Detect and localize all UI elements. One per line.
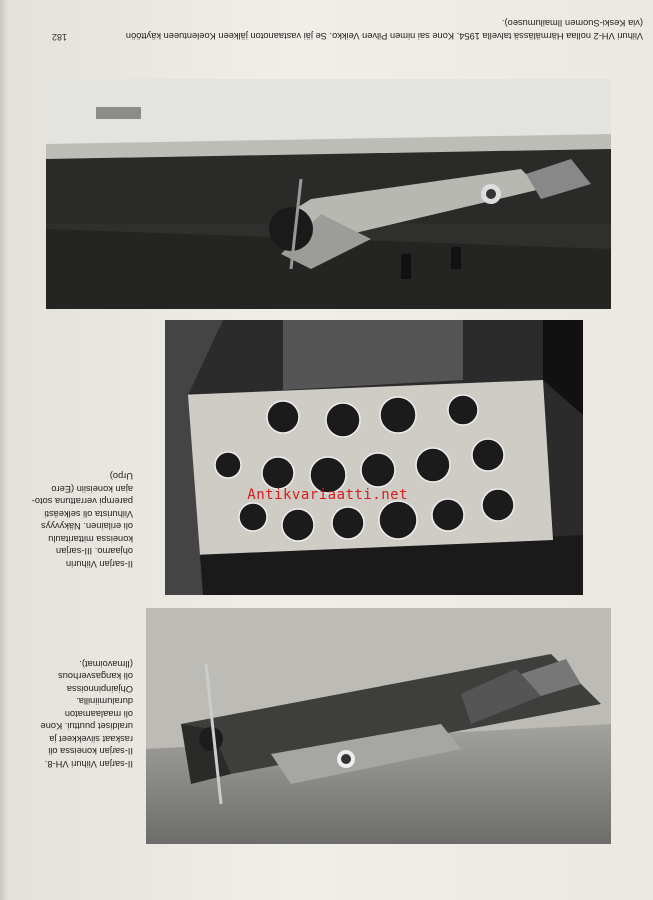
photo-cockpit-instrument-panel <box>165 320 583 595</box>
caption-top-photo: Viihuri VH-2 nollaa Härmälässä talvella 1954. Kone sai nimen Pilven Veikko. Se jäi vastaanoton jälkeen Koelentueen käyttöön (via Keski-Suomen Ilmailumuseo). <box>125 18 643 41</box>
page-number: 182 <box>51 32 67 42</box>
photo-aircraft-in-flight-overhead <box>146 608 611 844</box>
caption-bottom-photo: II-sarjan Viihuri VH-8. II-sarjan koneissa oli raskaat siivekkeet ja uraldiset puuttui. Kone oli maalaamaton duralumiinilla. Ohjainpinnoissa oli kangasverhous (Ilmavoimat). <box>40 659 133 769</box>
watermark-text: Antikvariaatti.net <box>247 487 408 503</box>
caption-middle-photo: II-sarjan Viihurin ohjaamo. III-sarjan koneissa mittaritaulu oli erilainen. Näkyvyys Viihurista oli selkeästi parempi verrattuna soto- ajan koneisiin (Eero Urpo) <box>31 471 133 569</box>
photo-aircraft-over-snow <box>46 79 611 309</box>
page-edge-shadow <box>0 0 8 900</box>
